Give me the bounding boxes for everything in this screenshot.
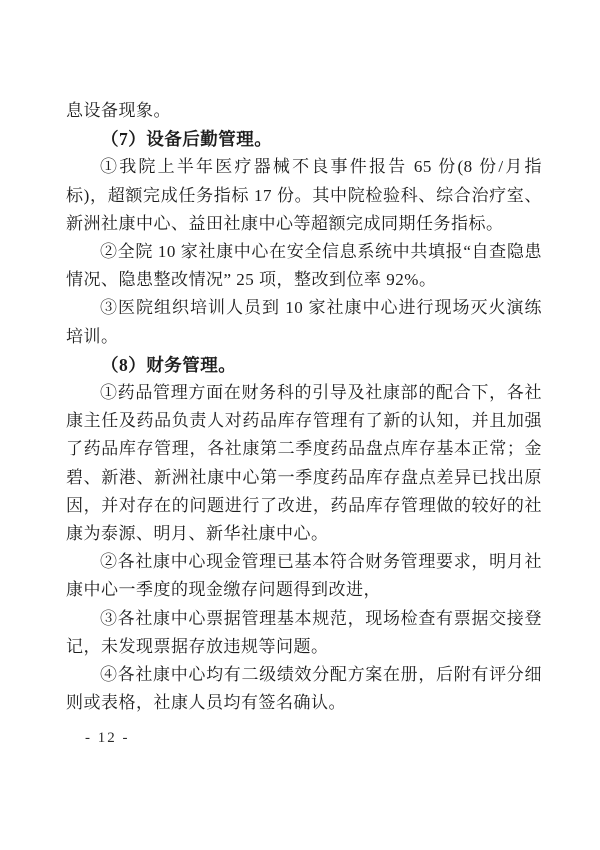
section-heading-financial-management: （8）财务管理。 [101,354,237,375]
paragraph-safety-system: ②全院 10 家社康中心在安全信息系统中共填报“自查隐患情况、隐患整改情况” 25 项，整改到位率 92%。 [66,242,542,290]
paragraph-invoice-management: ③各社康中心票据管理基本规范，现场检查有票据交接登记，未发现票据存放违规等问题。 [66,608,542,656]
paragraph-performance-plan: ④各社康中心均有二级绩效分配方案在册，后附有评分细则或表格，社康人员均有签名确认。 [66,665,542,713]
paragraph-drug-management: ①药品管理方面在财务科的引导及社康部的配合下，各社康主任及药品负责人对药品库存管理有了新的认知，并且加强了药品库存管理，各社康第二季度药品盘点库存基本正常；金碧、新港、新洲社康中心第一季度药品库存盘点差异已找出原因，并对存在的问题进行了改进，药品库存管理做的较好的社康为泰源、明月、新华社康中心。 [66,383,542,544]
section-heading-equipment-logistics: （7）设备后勤管理。 [101,129,273,150]
document-body [66,97,542,717]
paragraph-fire-drill-training: ③医院组织培训人员到 10 家社康中心进行现场灭火演练培训。 [66,298,542,346]
paragraph-continuation: 息设备现象。 [66,101,171,120]
page-number: - 12 - [85,730,130,746]
paragraph-cash-management: ②各社康中心现金管理已基本符合财务管理要求，明月社康中心一季度的现金缴存问题得到改进， [66,552,542,600]
paragraph-device-reports: ①我院上半年医疗器械不良事件报告 65 份(8 份/月指标)，超额完成任务指标 17 份。其中院检验科、综合治疗室、新洲社康中心、益田社康中心等超额完成同期任务指标。 [66,157,542,233]
